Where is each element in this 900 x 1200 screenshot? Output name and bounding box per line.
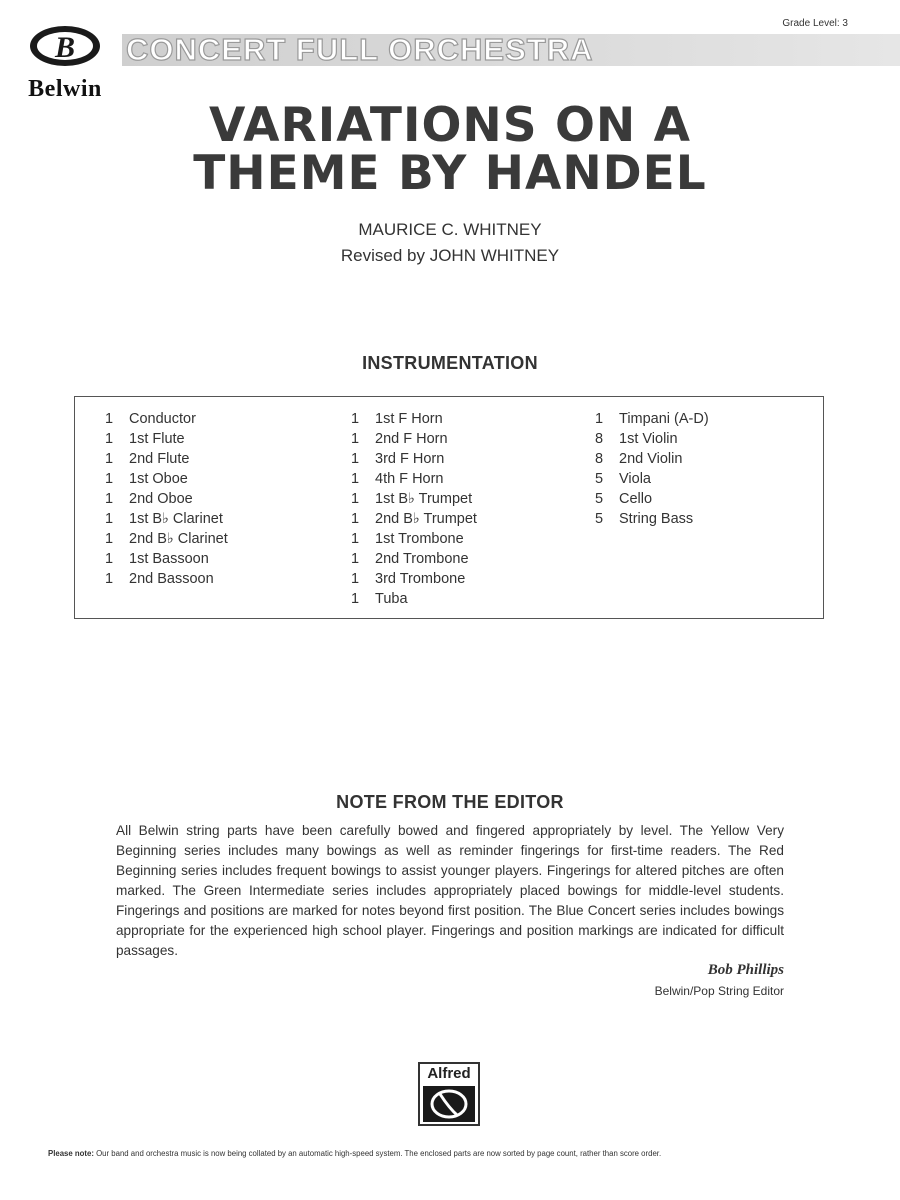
editor-note-heading: NOTE FROM THE EDITOR [336, 792, 564, 812]
instrument-name: String Bass [619, 511, 694, 527]
instrument-row [351, 449, 477, 469]
instrument-row [595, 409, 709, 429]
instrument-row [105, 489, 228, 509]
editor-signature: Bob Phillips [707, 962, 784, 978]
page-title-line-1: VARIATIONS ON A [208, 98, 692, 153]
instrumentation-heading: INSTRUMENTATION [362, 353, 538, 373]
alfred-emblem-icon [420, 1084, 478, 1124]
instrument-row [351, 549, 477, 569]
instrument-row [351, 469, 477, 489]
publisher-name: Belwin [28, 76, 102, 102]
instrument-qty: 1 [351, 451, 360, 467]
instrument-qty: 1 [351, 531, 360, 547]
instrument-name: 2nd Bassoon [129, 571, 214, 587]
alfred-logo-text: Alfred [427, 1065, 471, 1082]
instrument-qty: 1 [351, 551, 360, 567]
instrument-row [105, 409, 228, 429]
instrument-qty: 1 [351, 571, 360, 587]
instrument-row [595, 469, 709, 489]
instrument-name: Viola [619, 471, 651, 487]
instrument-name: 2nd B♭ Trumpet [375, 511, 477, 527]
instrument-qty: 1 [105, 511, 114, 527]
instrument-row [595, 489, 709, 509]
instrument-qty: 1 [351, 511, 360, 527]
belwin-emblem-icon [10, 24, 120, 78]
instrument-row [351, 489, 477, 509]
instrument-name: 4th F Horn [375, 471, 444, 487]
footer-label: Please note: [48, 1149, 94, 1158]
instrument-row [105, 549, 228, 569]
instrument-row [351, 569, 477, 589]
svg-text:B: B [54, 31, 76, 64]
instrument-name: Conductor [129, 411, 196, 427]
instrument-name: 1st Bassoon [129, 551, 209, 567]
instrument-qty: 1 [105, 411, 114, 427]
instrument-qty: 5 [595, 471, 604, 487]
instrument-name: 1st Trombone [375, 531, 464, 547]
editor-note-body: All Belwin string parts have been carefully bowed and fingered appropriately by level. The Yellow Very Beginning series includes many bowings as well as reminder fingerings for first-time readers. The Red Beginning series includes frequent bowings to assist younger players. Fingerings for altered pitches are often marked. The Green Intermediate series includes appropriately placed bowings for middle-level students. Fingerings and positions are marked for notes beyond first position. The Blue Concert series includes bowings appropriate for the experienced high school player. Fingerings and position markings are indicated for difficult passages. [116, 823, 784, 958]
instrument-qty: 1 [105, 531, 114, 547]
series-banner [122, 34, 900, 66]
editor-title: Belwin/Pop String Editor [654, 984, 784, 998]
reviser: Revised by JOHN WHITNEY [340, 246, 560, 265]
instrument-qty: 1 [351, 411, 360, 427]
instrument-row [351, 429, 477, 449]
footer-note [48, 1149, 661, 1158]
instrument-name: 2nd F Horn [375, 431, 448, 447]
instrument-column-3 [595, 409, 709, 529]
instrument-qty: 1 [351, 471, 360, 487]
instrument-name: Cello [619, 491, 653, 507]
instrument-name: Timpani (A-D) [619, 411, 709, 427]
instrument-qty: 1 [105, 571, 114, 587]
instrument-row [351, 529, 477, 549]
instrument-qty: 1 [351, 431, 360, 447]
alfred-logo [418, 1062, 480, 1126]
instrument-row [351, 589, 477, 609]
instrument-row [351, 409, 477, 429]
instrument-name: 2nd Trombone [375, 551, 469, 567]
instrument-row [595, 509, 709, 529]
instrumentation-box [74, 396, 824, 619]
instrument-qty: 1 [351, 491, 360, 507]
instrument-row [105, 429, 228, 449]
instrument-name: 1st F Horn [375, 411, 443, 427]
instrument-qty: 1 [105, 451, 114, 467]
instrument-qty: 8 [595, 431, 604, 447]
instrument-row [105, 469, 228, 489]
instrument-row [595, 429, 709, 449]
instrument-qty: 1 [105, 491, 114, 507]
instrument-name: 1st Violin [619, 431, 678, 447]
instrument-qty: 1 [105, 431, 114, 447]
instrument-qty: 1 [105, 471, 114, 487]
instrument-name: 3rd F Horn [375, 451, 445, 467]
instrument-name: 1st Oboe [129, 471, 188, 487]
instrument-row [595, 449, 709, 469]
composer: MAURICE C. WHITNEY [358, 220, 542, 239]
instrument-name: 2nd Oboe [129, 491, 193, 507]
instrument-row [105, 569, 228, 589]
instrument-column-2 [351, 409, 477, 609]
instrument-qty: 1 [351, 591, 360, 607]
instrument-row [351, 509, 477, 529]
instrument-qty: 5 [595, 491, 604, 507]
grade-level: Grade Level: 3 [782, 18, 848, 29]
instrument-column-1 [105, 409, 228, 589]
instrument-qty: 1 [105, 551, 114, 567]
instrument-name: 1st B♭ Clarinet [129, 511, 223, 527]
instrument-row [105, 509, 228, 529]
footer-text: Our band and orchestra music is now being collated by an automatic high-speed system. The enclosed parts are now sorted by page count, rather than score order. [93, 1149, 662, 1158]
instrument-row [105, 529, 228, 549]
instrument-name: 2nd Violin [619, 451, 683, 467]
page-title-line-2: THEME BY HANDEL [193, 146, 707, 201]
instrument-qty: 8 [595, 451, 604, 467]
instrument-name: 2nd Flute [129, 451, 190, 467]
series-title: CONCERT FULL ORCHESTRA [126, 32, 594, 67]
instrument-row [105, 449, 228, 469]
belwin-logo [10, 24, 120, 104]
instrument-qty: 5 [595, 511, 604, 527]
instrument-name: 2nd B♭ Clarinet [129, 531, 228, 547]
instrument-qty: 1 [595, 411, 604, 427]
instrument-name: 1st B♭ Trumpet [375, 491, 473, 507]
instrument-name: 3rd Trombone [375, 571, 466, 587]
instrument-name: 1st Flute [129, 431, 185, 447]
instrument-name: Tuba [375, 591, 408, 607]
